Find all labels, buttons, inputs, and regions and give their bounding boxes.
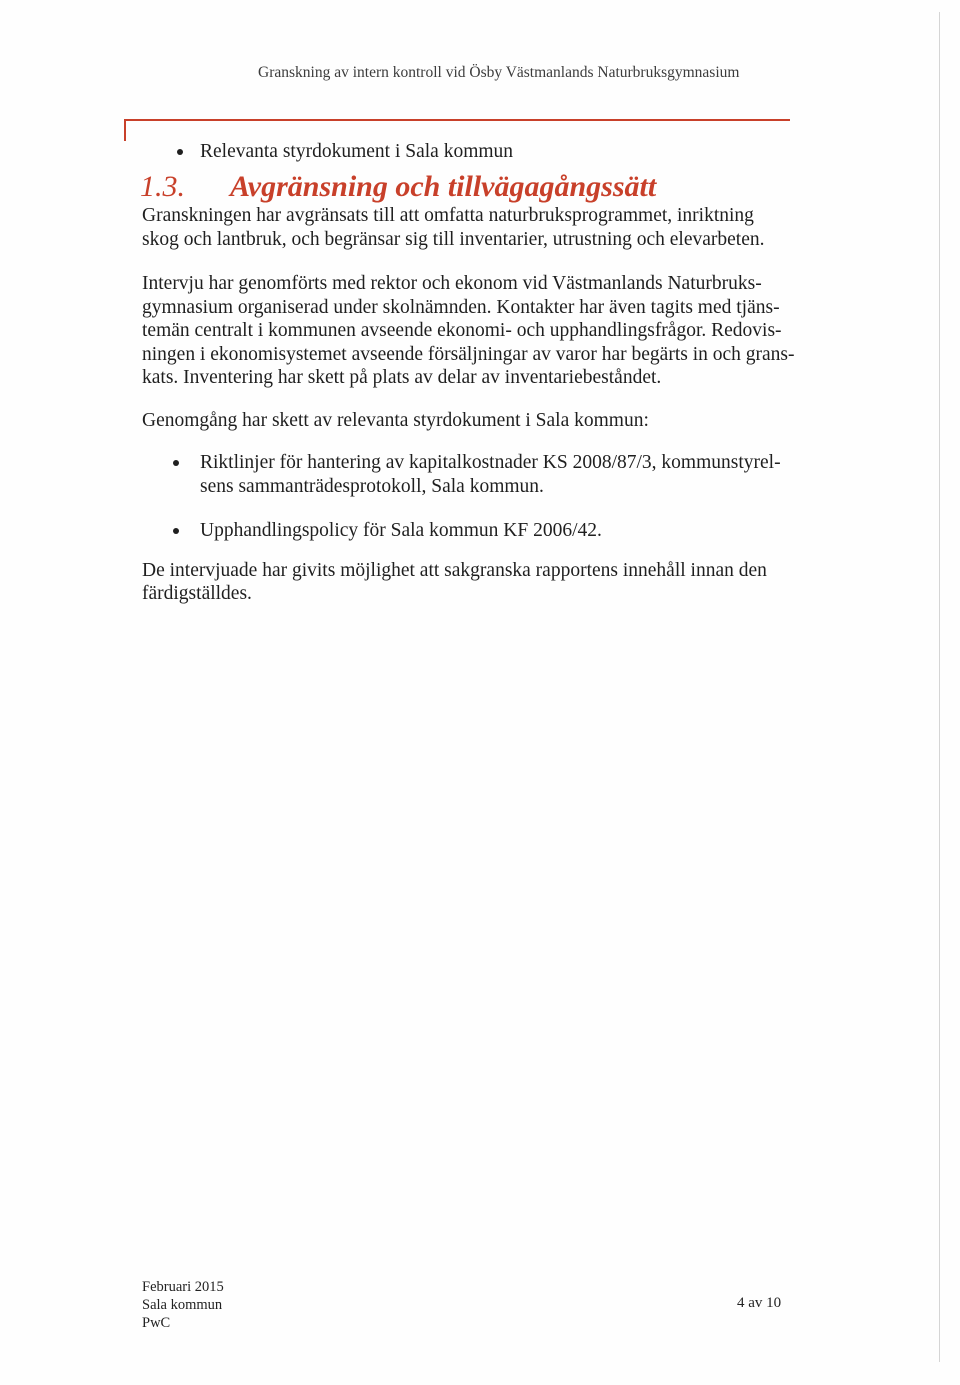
list-item [200,451,781,499]
paragraph-scope [142,204,765,252]
section-number: 1.3. [140,170,185,203]
list-item [200,519,602,543]
paragraph-line: temän centralt i kommunen avseende ekonomi- och upphandlingsfrågor. Redovis- [142,320,782,341]
section-title: Avgränsning och tillvägagångssätt [230,170,657,203]
section-rule-vertical [124,119,126,141]
page-number: 4 av 10 [737,1295,782,1311]
paragraph-line: gymnasium organiserad under skolnämnden. Kontakter har även tagits med tjäns- [142,296,780,318]
footer-client: Sala kommun [142,1297,223,1313]
paragraph-line: Intervju har genomförts med rektor och ekonom vid Västmanlands Naturbruks- [142,273,762,294]
bullet-icon [177,149,183,155]
paragraph-line: färdigställdes. [142,583,252,604]
footer-block [142,1278,224,1332]
paragraph-line: ningen i ekonomisystemet avseende försäljningar av varor har begärts in och grans- [142,343,795,365]
paragraph-review-intro [142,409,649,433]
list-item-line: sens sammanträdesprotokoll, Sala kommun. [200,476,544,497]
list-item-line: Riktlinjer för hantering av kapitalkostnader KS 2008/87/3, kommunstyrel- [200,452,781,473]
paragraph-method [142,272,795,390]
footer-firm: PwC [142,1315,171,1331]
footer-date: Februari 2015 [142,1279,224,1295]
bullet-icon [173,528,179,534]
paragraph-line: Genomgång har skett av relevanta styrdokument i Sala kommun: [142,410,649,431]
paragraph-line: De intervjuade har givits möjlighet att sakgranska rapportens innehåll innan den [142,560,767,581]
paragraph-fact-check [142,559,767,605]
bullet-icon [173,460,179,466]
paragraph-line: Granskningen har avgränsats till att omfatta naturbruksprogrammet, inriktning [142,205,754,226]
scan-edge-line [939,12,940,1362]
running-header: Granskning av intern kontroll vid Ösby Västmanlands Naturbruksgymnasium [258,64,740,81]
top-bullet-text: Relevanta styrdokument i Sala kommun [200,141,514,162]
paragraph-line: kats. Inventering har skett på plats av delar av inventariebeståndet. [142,367,662,388]
section-rule-horizontal [124,119,790,121]
list-item-line: Upphandlingspolicy för Sala kommun KF 2006/42. [200,520,602,541]
paragraph-line: skog och lantbruk, och begränsar sig till inventarier, utrustning och elevarbeten. [142,229,765,250]
